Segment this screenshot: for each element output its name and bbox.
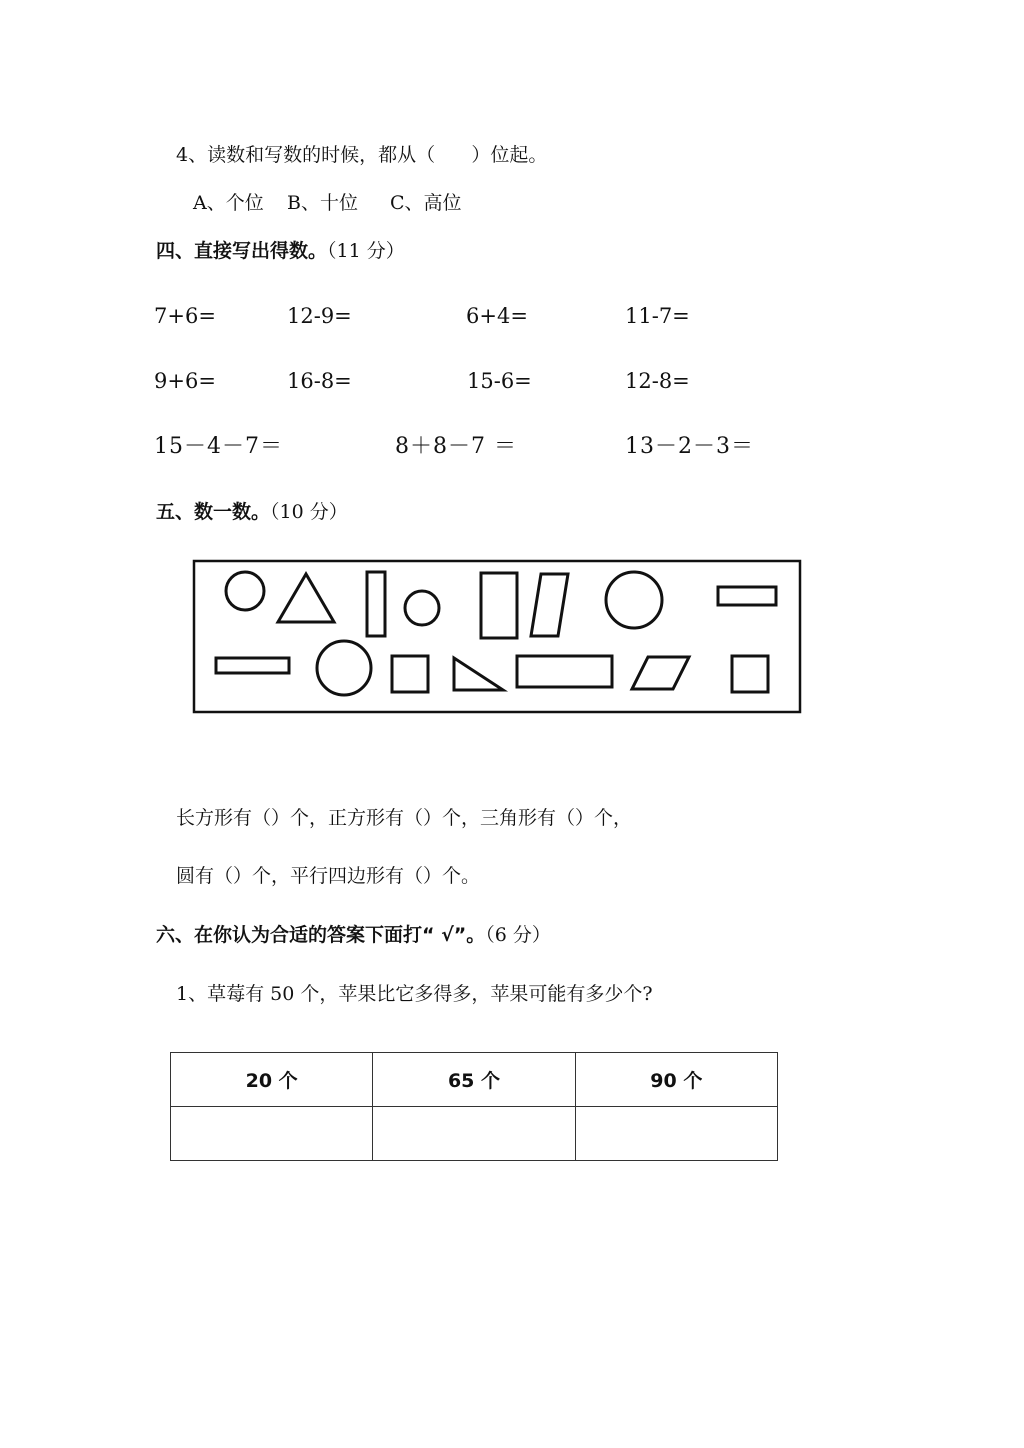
section-6-question-1: 1、草莓有 50 个，苹果比它多得多，苹果可能有多少个? — [176, 983, 653, 1005]
arithmetic-problem: 12-9= — [287, 304, 352, 328]
circle-shape — [405, 591, 439, 625]
rectangle-shape — [367, 572, 385, 636]
rectangle-shape — [718, 587, 776, 605]
choice-65: 65 个 — [373, 1053, 575, 1107]
arithmetic-problem: 7+6= — [154, 304, 216, 328]
table-row — [171, 1107, 778, 1161]
question-4-option-a: A、个位 — [193, 192, 264, 214]
arithmetic-problem: 13－2－3＝ — [625, 434, 754, 459]
parallelogram-shape — [531, 574, 568, 636]
answer-cell-20[interactable] — [171, 1107, 373, 1161]
square-shape — [732, 656, 768, 692]
section-6-title: 六、在你认为合适的答案下面打“ √”。 — [156, 924, 486, 946]
circle-shape — [317, 641, 371, 695]
arithmetic-problem: 11-7= — [625, 304, 690, 328]
arithmetic-problem: 15-6= — [467, 369, 532, 393]
section-6-heading — [156, 926, 551, 945]
answer-cell-65[interactable] — [373, 1107, 575, 1161]
question-4-option-c: C、高位 — [390, 192, 462, 214]
choice-90: 90 个 — [575, 1053, 777, 1107]
section-5-points: （10 分） — [270, 501, 348, 523]
section-6-points: （6 分） — [485, 924, 551, 946]
parallelogram-shape — [632, 657, 689, 689]
count-line-1: 长方形有（）个，正方形有（）个，三角形有（）个， — [176, 807, 633, 829]
arithmetic-problem: 15－4－7＝ — [154, 434, 283, 459]
arithmetic-problem: 12-8= — [625, 369, 690, 393]
section-4-title: 四、直接写出得数。 — [156, 240, 328, 262]
arithmetic-problem: 16-8= — [287, 369, 352, 393]
section-4-points: （11 分） — [327, 240, 405, 262]
count-line-2: 圆有（）个，平行四边形有（）个。 — [176, 865, 481, 887]
triangle-shape — [454, 658, 503, 690]
square-shape — [392, 656, 428, 692]
section-5-title: 五、数一数。 — [156, 501, 271, 523]
table-row — [171, 1053, 778, 1107]
circle-shape — [226, 572, 264, 610]
rectangle-shape — [517, 656, 612, 687]
choice-20: 20 个 — [171, 1053, 373, 1107]
question-4-option-b: B、十位 — [287, 192, 358, 214]
arithmetic-problem: 9+6= — [154, 369, 216, 393]
question-4-stem: 4、读数和写数的时候，都从（ ）位起。 — [176, 144, 548, 166]
circle-shape — [606, 572, 662, 628]
answer-table — [170, 1052, 778, 1161]
arithmetic-problem: 8＋8－7 ＝ — [395, 434, 517, 459]
rectangle-shape — [216, 658, 289, 673]
triangle-shape — [278, 574, 334, 622]
arithmetic-problem: 6+4= — [466, 304, 528, 328]
rectangle-shape — [481, 573, 517, 638]
answer-cell-90[interactable] — [575, 1107, 777, 1161]
